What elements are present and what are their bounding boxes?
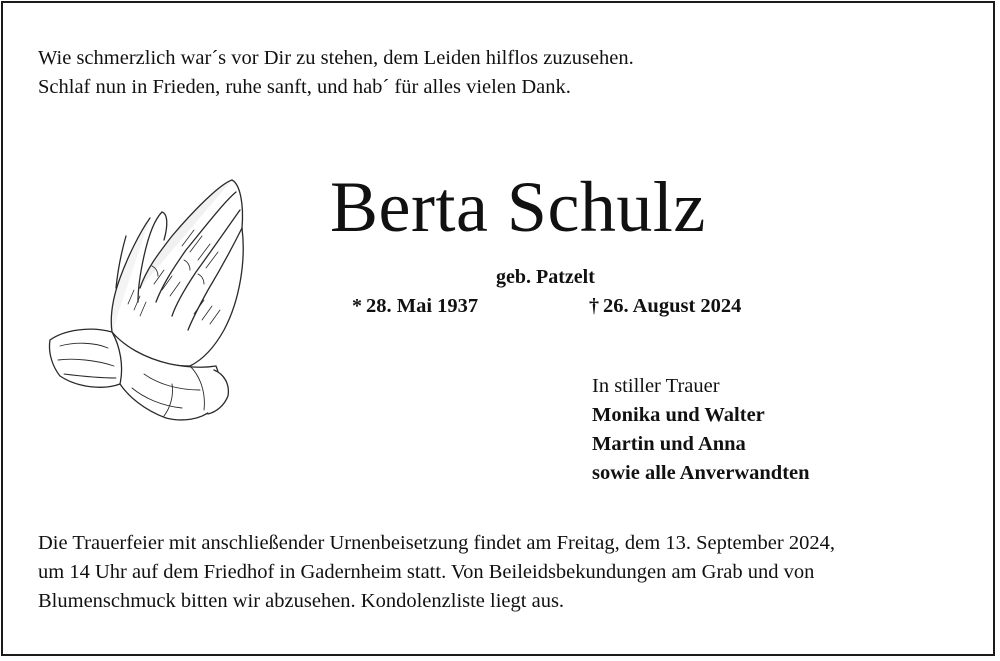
mourners — [592, 372, 810, 488]
praying-hands-icon — [44, 170, 254, 432]
verse — [38, 44, 634, 102]
verse-line-2: Schlaf nun in Frieden, ruhe sanft, und hab´ für alles vielen Dank. — [38, 76, 571, 98]
mourners-intro: In stiller Trauer — [592, 375, 720, 397]
notice-line-3: Blumenschmuck bitten wir abzusehen. Kondolenzliste liegt aus. — [38, 590, 565, 612]
birth-date — [352, 295, 478, 318]
birth-star-icon: * — [352, 295, 362, 317]
maiden-name: geb. Patzelt — [496, 266, 595, 288]
verse-line-1: Wie schmerzlich war´s vor Dir zu stehen, dem Leiden hilflos zuzusehen. — [38, 47, 634, 69]
deceased-name: Berta Schulz — [330, 167, 706, 247]
mourner-name: Martin und Anna — [592, 433, 746, 455]
funeral-notice — [38, 529, 835, 616]
notice-line-2: um 14 Uhr auf dem Friedhof in Gadernheim statt. Von Beileidsbekundungen am Grab und von — [38, 561, 815, 583]
death-date-text: 26. August 2024 — [603, 295, 742, 317]
death-date — [589, 295, 741, 318]
death-cross-icon: † — [589, 295, 599, 317]
birth-date-text: 28. Mai 1937 — [366, 295, 479, 317]
mourner-name: Monika und Walter — [592, 404, 765, 426]
mourner-name: sowie alle Anverwandten — [592, 462, 810, 484]
notice-line-1: Die Trauerfeier mit anschließender Urnenbeisetzung findet am Freitag, dem 13. September 2024, — [38, 532, 835, 554]
